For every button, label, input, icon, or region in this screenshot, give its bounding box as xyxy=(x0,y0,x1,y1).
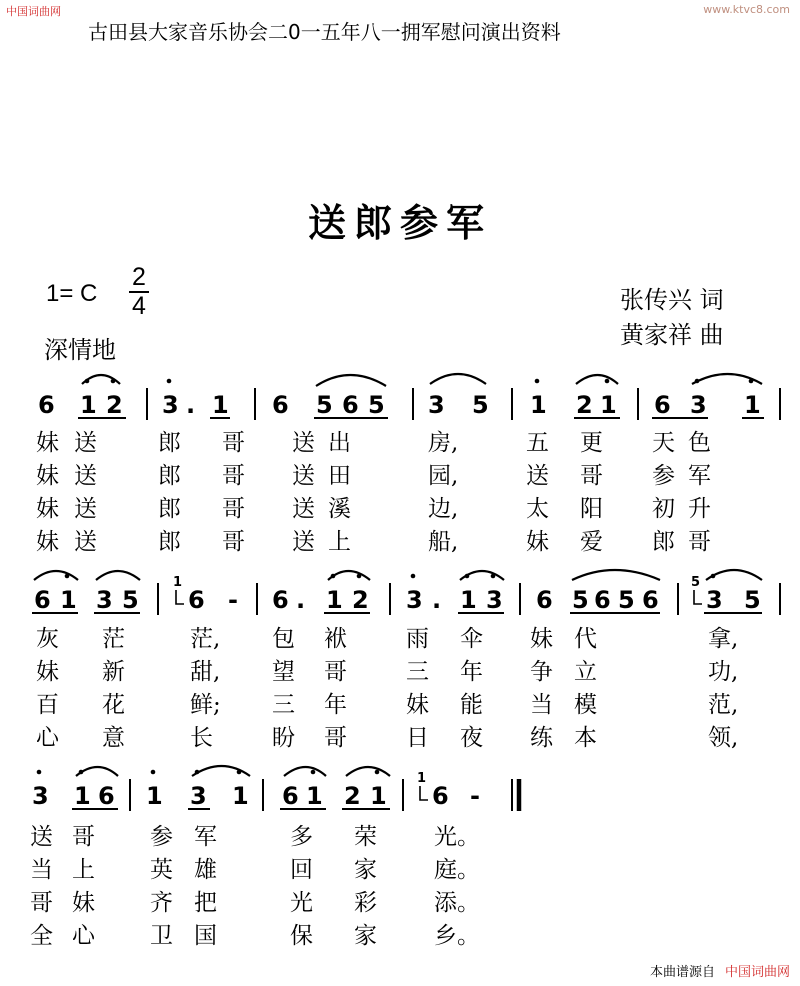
header-caption: 古田县大家音乐协会二0一五年八一拥军慰问演出资料 xyxy=(88,20,561,44)
lyric-char: 更 xyxy=(580,430,603,456)
lyric-char: 送 xyxy=(292,430,315,456)
dot: . xyxy=(432,586,442,614)
lyric-char: 哥 xyxy=(30,890,53,916)
lyric-char: 雨 xyxy=(406,626,429,652)
lyric-char: 立 xyxy=(574,659,597,685)
lyric-char: 练 xyxy=(530,725,553,751)
grace-note: 5 xyxy=(691,575,701,590)
lyric-char: 送 xyxy=(74,496,97,522)
note: 5 xyxy=(122,586,139,614)
lyric-char: 甜, xyxy=(190,659,221,685)
lyric-char: 本 xyxy=(574,725,597,751)
lyric-char: 参 xyxy=(150,824,173,850)
lyric-char: 初 xyxy=(652,496,675,522)
lyric-char: 意 xyxy=(102,725,125,751)
lyric-char: 回 xyxy=(290,857,313,883)
note: 1 xyxy=(74,782,91,810)
lyric-char: 鲜; xyxy=(190,692,221,718)
lyric-char: 领, xyxy=(708,725,739,751)
note: 6 xyxy=(342,391,359,419)
dot: . xyxy=(186,391,196,419)
lyric-char: 船, xyxy=(428,529,459,555)
notation-line-3 xyxy=(32,766,519,811)
lyric-char: 望 xyxy=(272,659,295,685)
note: 3 xyxy=(428,391,445,419)
note: 3 xyxy=(32,782,49,810)
dot: . xyxy=(296,586,306,614)
lyric-char: 当 xyxy=(30,857,53,883)
tempo-marking: 深情地 xyxy=(44,336,116,364)
lyric-char: 园, xyxy=(428,463,459,489)
lyric-char: 庭。 xyxy=(434,857,480,883)
lyric-char: 齐 xyxy=(150,890,173,916)
lyric-char: 茫 xyxy=(102,626,125,652)
lyric-char: 色 xyxy=(688,430,711,456)
note: 2 xyxy=(576,391,593,419)
lyric-char: 袱 xyxy=(324,626,347,652)
lyric-char: 郎 xyxy=(158,430,181,456)
lyric-char: 田 xyxy=(328,463,351,489)
note: 6 xyxy=(34,586,51,614)
lyric-char: 国 xyxy=(194,923,217,949)
lyric-char: 妹 xyxy=(36,463,59,489)
lyric-char: 哥 xyxy=(688,529,711,555)
watermark-site-name: 中国词曲网 xyxy=(6,5,61,18)
lyric-char: 妹 xyxy=(530,626,553,652)
lyric-char: 哥 xyxy=(222,463,245,489)
note: 5 xyxy=(744,586,761,614)
note: 6 xyxy=(98,782,115,810)
lyric-char: 升 xyxy=(688,496,711,522)
time-signature-bottom: 4 xyxy=(132,292,146,320)
lyric-char: 妹 xyxy=(36,496,59,522)
lyric-char: 当 xyxy=(530,692,553,718)
lyric-char: 天 xyxy=(652,430,675,456)
lyric-char: 英 xyxy=(150,857,173,883)
lyric-char: 长 xyxy=(190,725,213,751)
note: 6 xyxy=(432,782,449,810)
grace-marks xyxy=(420,786,428,800)
lyric-char: 新 xyxy=(102,659,125,685)
note: 5 xyxy=(572,586,589,614)
lyric-char: 出 xyxy=(328,430,351,456)
lyric-char: 彩 xyxy=(354,890,377,916)
lyric-char: 送 xyxy=(74,463,97,489)
note: 1 xyxy=(60,586,77,614)
lyric-char: 心 xyxy=(72,923,95,949)
lyric-char: 把 xyxy=(194,890,217,916)
barlines xyxy=(147,388,780,420)
lyric-char: 妹 xyxy=(406,692,429,718)
lyric-char: 上 xyxy=(72,857,95,883)
note: 2 xyxy=(106,391,123,419)
lyric-char: 郎 xyxy=(158,496,181,522)
lyric-char: 日 xyxy=(406,725,429,751)
lyric-char: 房, xyxy=(428,430,459,456)
lyric-char: 送 xyxy=(526,463,549,489)
note: 3 xyxy=(96,586,113,614)
lyric-char: 哥 xyxy=(324,725,347,751)
lyric-char: 全 xyxy=(30,923,53,949)
note: 1 xyxy=(80,391,97,419)
note: 3 xyxy=(706,586,723,614)
lyric-char: 妹 xyxy=(526,529,549,555)
source-site-link[interactable]: 中国词曲网 xyxy=(724,965,790,980)
lyric-char: 妹 xyxy=(36,529,59,555)
note: 6 xyxy=(188,586,205,614)
lyric-char: 郎 xyxy=(158,463,181,489)
source-label: 本曲谱源自 xyxy=(649,965,715,980)
note: 6 xyxy=(654,391,671,419)
lyric-char: 模 xyxy=(574,692,597,718)
slurs xyxy=(34,570,762,580)
lyric-char: 郎 xyxy=(652,529,675,555)
lyric-char: 盼 xyxy=(272,725,295,751)
grace-note: 1 xyxy=(417,771,427,786)
dash: - xyxy=(470,782,480,810)
lyric-char: 送 xyxy=(292,496,315,522)
note: 3 xyxy=(690,391,707,419)
lyric-char: 军 xyxy=(194,824,217,850)
lyric-char: 送 xyxy=(74,430,97,456)
grace-note: 1 xyxy=(173,575,183,590)
note: 6 xyxy=(536,586,553,614)
lyric-char: 雄 xyxy=(194,857,217,883)
note: 6 xyxy=(272,391,289,419)
lyric-char: 妹 xyxy=(36,659,59,685)
lyric-char: 心 xyxy=(36,725,59,751)
lyric-char: 参 xyxy=(652,463,675,489)
note: 3 xyxy=(162,391,179,419)
lyric-char: 送 xyxy=(292,529,315,555)
lyric-char: 送 xyxy=(74,529,97,555)
lyricist-credit: 张传兴 词 xyxy=(620,286,724,314)
lyric-char: 光 xyxy=(290,890,313,916)
lyric-char: 能 xyxy=(460,692,483,718)
slurs xyxy=(82,374,762,386)
lyric-char: 上 xyxy=(328,529,351,555)
lyric-char: 年 xyxy=(324,692,347,718)
lyric-char: 百 xyxy=(36,692,59,718)
lyric-char: 哥 xyxy=(324,659,347,685)
note: 2 xyxy=(344,782,361,810)
page-title: 送郎参军 xyxy=(307,200,492,245)
lyric-char: 茫, xyxy=(190,626,221,652)
lyric-char: 灰 xyxy=(36,626,59,652)
lyric-char: 光。 xyxy=(434,824,480,850)
lyric-char: 包 xyxy=(272,626,295,652)
octave-dots xyxy=(85,379,754,384)
lyric-char: 阳 xyxy=(580,496,603,522)
notation-line-1 xyxy=(38,374,780,420)
lyric-char: 妹 xyxy=(72,890,95,916)
lyric-char: 家 xyxy=(354,857,377,883)
lyric-char: 边, xyxy=(428,496,459,522)
lyric-char: 年 xyxy=(460,659,483,685)
note: 1 xyxy=(744,391,761,419)
lyric-char: 夜 xyxy=(460,725,483,751)
note: 5 xyxy=(618,586,635,614)
note: 2 xyxy=(352,586,369,614)
lyric-char: 添。 xyxy=(434,890,480,916)
composer-credit: 黄家祥 曲 xyxy=(620,321,724,349)
note: 1 xyxy=(306,782,323,810)
octave-dots xyxy=(37,770,380,775)
note: 3 xyxy=(190,782,207,810)
note: 1 xyxy=(460,586,477,614)
lyric-char: 代 xyxy=(574,626,597,652)
time-signature-top: 2 xyxy=(132,263,146,291)
note: 1 xyxy=(326,586,343,614)
note: 6 xyxy=(272,586,289,614)
lyric-char: 花 xyxy=(102,692,125,718)
lyric-char: 伞 xyxy=(460,626,483,652)
note: 1 xyxy=(600,391,617,419)
lyric-char: 哥 xyxy=(222,529,245,555)
lyric-char: 送 xyxy=(30,824,53,850)
lyric-char: 哥 xyxy=(580,463,603,489)
lyric-char: 爱 xyxy=(580,529,603,555)
lyric-char: 溪 xyxy=(328,496,351,522)
note: 6 xyxy=(642,586,659,614)
lyric-char: 拿, xyxy=(708,626,739,652)
note: 1 xyxy=(212,391,229,419)
note: 5 xyxy=(368,391,385,419)
lyric-char: 妹 xyxy=(36,430,59,456)
note: 6 xyxy=(594,586,611,614)
lyric-char: 三 xyxy=(272,692,295,718)
lyric-char: 家 xyxy=(354,923,377,949)
lyric-char: 军 xyxy=(688,463,711,489)
lyric-char: 太 xyxy=(526,496,549,522)
lyric-char: 多 xyxy=(290,824,313,850)
note: 5 xyxy=(472,391,489,419)
lyric-char: 五 xyxy=(526,430,549,456)
lyric-char: 功, xyxy=(708,659,739,685)
note: 1 xyxy=(232,782,249,810)
note: 1 xyxy=(530,391,547,419)
octave-dots xyxy=(65,574,716,579)
barlines xyxy=(130,779,519,811)
key-signature: 1= C xyxy=(46,280,98,307)
lyric-char: 三 xyxy=(406,659,429,685)
lyric-char: 范, xyxy=(708,692,739,718)
note: 3 xyxy=(406,586,423,614)
note: 6 xyxy=(38,391,55,419)
lyric-char: 哥 xyxy=(222,496,245,522)
note: 3 xyxy=(486,586,503,614)
lyric-char: 送 xyxy=(292,463,315,489)
lyric-char: 郎 xyxy=(158,529,181,555)
lyric-char: 荣 xyxy=(354,824,377,850)
lyric-char: 争 xyxy=(530,659,553,685)
note: 1 xyxy=(370,782,387,810)
lyric-char: 哥 xyxy=(222,430,245,456)
note: 5 xyxy=(316,391,333,419)
notation-line-2 xyxy=(32,570,780,615)
lyric-char: 乡。 xyxy=(434,923,480,949)
note: 6 xyxy=(282,782,299,810)
lyric-char: 保 xyxy=(290,923,313,949)
note: 1 xyxy=(146,782,163,810)
slurs xyxy=(76,766,390,776)
lyric-char: 哥 xyxy=(72,824,95,850)
watermark-url: www.ktvc8.com xyxy=(703,3,790,16)
lyric-char: 卫 xyxy=(150,923,173,949)
dash: - xyxy=(228,586,238,614)
